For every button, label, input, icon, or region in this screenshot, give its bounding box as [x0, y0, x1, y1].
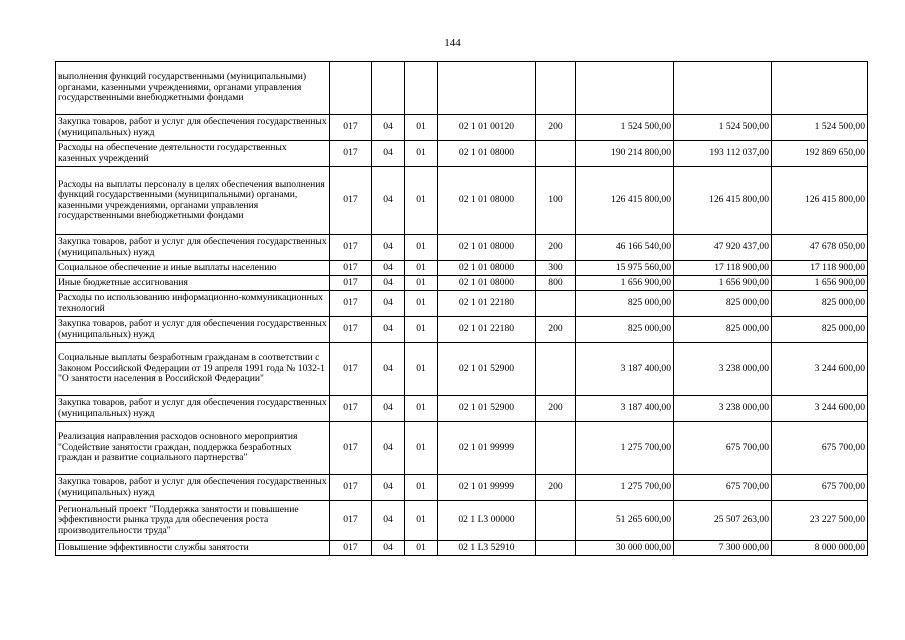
sum-year3-cell: 1 656 900,00	[772, 276, 868, 291]
ved-cell: 017	[330, 235, 372, 261]
pr-cell: 01	[405, 475, 438, 501]
csr-cell: 02 1 01 52900	[438, 343, 536, 396]
sum-year2-cell: 1 524 500,00	[674, 115, 772, 141]
rz-cell: 04	[372, 396, 405, 422]
budget-table	[55, 61, 868, 556]
sum-year3-cell: 675 700,00	[772, 475, 868, 501]
pr-cell: 01	[405, 422, 438, 475]
rz-cell: 04	[372, 167, 405, 235]
table-row	[56, 317, 868, 343]
ved-cell: 017	[330, 396, 372, 422]
sum-year1-cell: 30 000 000,00	[576, 541, 674, 556]
pr-cell: 01	[405, 541, 438, 556]
sum-year2-cell: 825 000,00	[674, 291, 772, 317]
pr-cell: 01	[405, 276, 438, 291]
ved-cell: 017	[330, 501, 372, 541]
sum-year1-cell: 190 214 800,00	[576, 141, 674, 167]
sum-year3-cell	[772, 62, 868, 115]
table-row	[56, 501, 868, 541]
pr-cell	[405, 62, 438, 115]
vr-cell	[536, 291, 576, 317]
sum-year1-cell: 46 166 540,00	[576, 235, 674, 261]
sum-year2-cell: 25 507 263,00	[674, 501, 772, 541]
sum-year3-cell: 8 000 000,00	[772, 541, 868, 556]
sum-year2-cell: 675 700,00	[674, 422, 772, 475]
sum-year1-cell: 825 000,00	[576, 291, 674, 317]
vr-cell: 300	[536, 261, 576, 276]
vr-cell	[536, 141, 576, 167]
rz-cell: 04	[372, 115, 405, 141]
sum-year1-cell: 1 524 500,00	[576, 115, 674, 141]
name-cell: Повышение эффективности службы занятости	[56, 541, 330, 556]
sum-year2-cell: 3 238 000,00	[674, 396, 772, 422]
ved-cell: 017	[330, 291, 372, 317]
pr-cell: 01	[405, 261, 438, 276]
csr-cell: 02 1 01 22180	[438, 317, 536, 343]
vr-cell	[536, 541, 576, 556]
rz-cell: 04	[372, 261, 405, 276]
name-cell: Региональный проект "Поддержка занятости и повышение эффективности рынка труда для обеспечения роста производительности труда"	[56, 501, 330, 541]
table-row	[56, 422, 868, 475]
vr-cell: 800	[536, 276, 576, 291]
sum-year3-cell: 23 227 500,00	[772, 501, 868, 541]
table-row	[56, 541, 868, 556]
sum-year2-cell: 7 300 000,00	[674, 541, 772, 556]
vr-cell	[536, 343, 576, 396]
sum-year3-cell: 47 678 050,00	[772, 235, 868, 261]
sum-year1-cell: 1 275 700,00	[576, 475, 674, 501]
name-cell: Закупка товаров, работ и услуг для обеспечения государственных (муниципальных) нужд	[56, 475, 330, 501]
table-row	[56, 167, 868, 235]
ved-cell: 017	[330, 276, 372, 291]
pr-cell: 01	[405, 396, 438, 422]
name-cell: Закупка товаров, работ и услуг для обеспечения государственных (муниципальных) нужд	[56, 235, 330, 261]
name-cell: Реализация направления расходов основного мероприятия "Содействие занятости граждан, поддержка безработных граждан и развитие социального партнерства"	[56, 422, 330, 475]
csr-cell: 02 1 01 99999	[438, 475, 536, 501]
page-number: 144	[444, 37, 461, 49]
ved-cell: 017	[330, 115, 372, 141]
csr-cell: 02 1 01 99999	[438, 422, 536, 475]
ved-cell	[330, 62, 372, 115]
sum-year3-cell: 3 244 600,00	[772, 343, 868, 396]
sum-year3-cell: 825 000,00	[772, 291, 868, 317]
table-row	[56, 291, 868, 317]
sum-year3-cell: 192 869 650,00	[772, 141, 868, 167]
vr-cell	[536, 62, 576, 115]
vr-cell: 200	[536, 235, 576, 261]
pr-cell: 01	[405, 167, 438, 235]
table-row	[56, 396, 868, 422]
csr-cell: 02 1 01 52900	[438, 396, 536, 422]
pr-cell: 01	[405, 343, 438, 396]
sum-year3-cell: 1 524 500,00	[772, 115, 868, 141]
sum-year2-cell: 17 118 900,00	[674, 261, 772, 276]
vr-cell: 100	[536, 167, 576, 235]
vr-cell: 200	[536, 475, 576, 501]
sum-year1-cell: 126 415 800,00	[576, 167, 674, 235]
sum-year2-cell	[674, 62, 772, 115]
ved-cell: 017	[330, 261, 372, 276]
pr-cell: 01	[405, 501, 438, 541]
csr-cell: 02 1 01 08000	[438, 235, 536, 261]
pr-cell: 01	[405, 141, 438, 167]
csr-cell: 02 1 L3 00000	[438, 501, 536, 541]
ved-cell: 017	[330, 422, 372, 475]
table-body	[56, 62, 868, 556]
pr-cell: 01	[405, 115, 438, 141]
vr-cell: 200	[536, 317, 576, 343]
vr-cell	[536, 501, 576, 541]
sum-year3-cell: 17 118 900,00	[772, 261, 868, 276]
name-cell: Закупка товаров, работ и услуг для обеспечения государственных (муниципальных) нужд	[56, 317, 330, 343]
name-cell: Закупка товаров, работ и услуг для обеспечения государственных (муниципальных) нужд	[56, 396, 330, 422]
table-row	[56, 115, 868, 141]
rz-cell: 04	[372, 317, 405, 343]
table-row	[56, 276, 868, 291]
sum-year1-cell: 3 187 400,00	[576, 343, 674, 396]
sum-year1-cell	[576, 62, 674, 115]
sum-year2-cell: 193 112 037,00	[674, 141, 772, 167]
name-cell: Социальные выплаты безработным гражданам в соответствии с Законом Российской Федерации от 19 апреля 1991 года № 1032-1 "О занятости населения в Российской Федерации"	[56, 343, 330, 396]
pr-cell: 01	[405, 317, 438, 343]
sum-year2-cell: 675 700,00	[674, 475, 772, 501]
csr-cell: 02 1 01 08000	[438, 141, 536, 167]
csr-cell: 02 1 01 00120	[438, 115, 536, 141]
table-row	[56, 475, 868, 501]
rz-cell: 04	[372, 501, 405, 541]
table-row	[56, 141, 868, 167]
sum-year2-cell: 47 920 437,00	[674, 235, 772, 261]
sum-year2-cell: 126 415 800,00	[674, 167, 772, 235]
sum-year3-cell: 675 700,00	[772, 422, 868, 475]
ved-cell: 017	[330, 541, 372, 556]
rz-cell: 04	[372, 276, 405, 291]
rz-cell: 04	[372, 343, 405, 396]
vr-cell: 200	[536, 396, 576, 422]
sum-year3-cell: 3 244 600,00	[772, 396, 868, 422]
rz-cell	[372, 62, 405, 115]
csr-cell: 02 1 01 08000	[438, 276, 536, 291]
ved-cell: 017	[330, 141, 372, 167]
sum-year3-cell: 126 415 800,00	[772, 167, 868, 235]
sum-year1-cell: 1 656 900,00	[576, 276, 674, 291]
sum-year2-cell: 825 000,00	[674, 317, 772, 343]
vr-cell: 200	[536, 115, 576, 141]
sum-year3-cell: 825 000,00	[772, 317, 868, 343]
sum-year1-cell: 51 265 600,00	[576, 501, 674, 541]
name-cell: Расходы на обеспечение деятельности государственных казенных учреждений	[56, 141, 330, 167]
sum-year1-cell: 825 000,00	[576, 317, 674, 343]
sum-year1-cell: 1 275 700,00	[576, 422, 674, 475]
name-cell: Закупка товаров, работ и услуг для обеспечения государственных (муниципальных) нужд	[56, 115, 330, 141]
name-cell: Расходы по использованию информационно-коммуникационных технологий	[56, 291, 330, 317]
name-cell: выполнения функций государственными (муниципальными) органами, казенными учреждениями, органами управления государственными внебюджетными фондами	[56, 62, 330, 115]
rz-cell: 04	[372, 291, 405, 317]
table-row	[56, 343, 868, 396]
csr-cell: 02 1 L3 52910	[438, 541, 536, 556]
rz-cell: 04	[372, 235, 405, 261]
pr-cell: 01	[405, 291, 438, 317]
name-cell: Расходы на выплаты персоналу в целях обеспечения выполнения функций государственными (муниципальными) органами, казенными учреждениями, органами управления государственными внебюджетными фондами	[56, 167, 330, 235]
sum-year2-cell: 3 238 000,00	[674, 343, 772, 396]
ved-cell: 017	[330, 343, 372, 396]
vr-cell	[536, 422, 576, 475]
table-row	[56, 62, 868, 115]
table-row	[56, 261, 868, 276]
ved-cell: 017	[330, 475, 372, 501]
ved-cell: 017	[330, 317, 372, 343]
csr-cell: 02 1 01 22180	[438, 291, 536, 317]
table-row	[56, 235, 868, 261]
rz-cell: 04	[372, 475, 405, 501]
rz-cell: 04	[372, 141, 405, 167]
rz-cell: 04	[372, 541, 405, 556]
pr-cell: 01	[405, 235, 438, 261]
sum-year1-cell: 15 975 560,00	[576, 261, 674, 276]
sum-year1-cell: 3 187 400,00	[576, 396, 674, 422]
name-cell: Социальное обеспечение и иные выплаты населению	[56, 261, 330, 276]
rz-cell: 04	[372, 422, 405, 475]
name-cell: Иные бюджетные ассигнования	[56, 276, 330, 291]
ved-cell: 017	[330, 167, 372, 235]
sum-year2-cell: 1 656 900,00	[674, 276, 772, 291]
csr-cell: 02 1 01 08000	[438, 167, 536, 235]
csr-cell	[438, 62, 536, 115]
csr-cell: 02 1 01 08000	[438, 261, 536, 276]
